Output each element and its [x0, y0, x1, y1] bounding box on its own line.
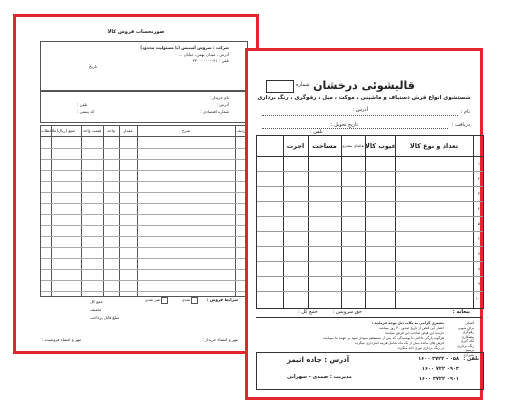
invoice-column-header: شرح: [181, 128, 191, 133]
invoice-table-row: [41, 258, 247, 259]
buyer-info-box: [40, 91, 248, 123]
invoice-column-header: جمع (ریال): [56, 128, 76, 133]
row-number: ۳: [477, 191, 480, 196]
row-number: ۱: [477, 161, 480, 166]
note-item: در رنگ برداری نوری اخذ میگردد: [397, 346, 444, 350]
invoice-table-row: [41, 192, 247, 193]
receipt-column-divider: [395, 136, 396, 308]
receipt-table-row: [257, 186, 483, 187]
invoice-table-row: [41, 203, 247, 204]
customer-name-label: نام :: [460, 109, 470, 115]
receipt-column-divider: [341, 136, 342, 308]
receipt-table-row: [257, 171, 483, 172]
total-label: جمع کل: [90, 299, 104, 304]
receipt-column-divider: [283, 136, 284, 308]
buyer-name-label: نام خریدار :: [209, 95, 229, 100]
receipt-column-header: عیوب کالا: [365, 142, 397, 150]
invoice-items-table: [40, 125, 248, 297]
receipt-table-row: [257, 291, 483, 292]
buyer-economic-label: شماره اقتصادی :: [200, 109, 229, 114]
totals-divider: [256, 317, 482, 318]
receipt-table-row: [257, 216, 483, 217]
phone-number-3: ۰۹۰۱ ۳۷۲۲ ۱۶۰۰: [418, 376, 459, 382]
service-item: براق شویی: [457, 325, 474, 330]
invoice-column-divider: [81, 126, 82, 296]
service-item: آنتیکی: [465, 321, 474, 325]
footer-phone-label: تلفن :: [463, 356, 479, 362]
invoice-column-header: ردیف: [236, 128, 246, 133]
receive-date-label: دریافت :: [451, 122, 470, 128]
receipt-column-divider: [308, 136, 309, 308]
carpet-cleaning-receipt-sheet: [245, 48, 483, 400]
row-number: ۹: [477, 281, 480, 286]
row-number: ۷: [477, 251, 480, 256]
row-number: ۱۰: [475, 296, 480, 301]
management-names: مدیریت : صمدی - سهرابی: [287, 374, 352, 380]
buyer-address-label: آدرس :: [216, 102, 229, 107]
customer-address-label: آدرس :: [352, 107, 368, 113]
receipt-table-row: [257, 276, 483, 277]
buyer-signature-label: مهر و امضاء خریدار :: [202, 337, 238, 342]
seller-info-box: [40, 41, 248, 91]
phone-label: تلفن :: [310, 129, 323, 135]
receipt-column-header: مساحت: [312, 142, 337, 150]
invoice-column-divider: [51, 126, 52, 296]
dates-line[interactable]: [262, 128, 448, 129]
seller-phone: تلفن : ۰۲۱-۳۳۰۰۰۰۰۰: [192, 58, 229, 63]
invoice-title: صورتحساب فروش کالا: [107, 29, 165, 35]
payment-terms-label: شرایط فروش :: [206, 297, 238, 302]
receipt-items-table: [256, 135, 484, 309]
receipt-column-header: اجرت: [286, 142, 305, 150]
invoice-column-header: واحد: [107, 128, 115, 133]
receipt-column-divider: [473, 136, 474, 308]
buyer-postal-label: کد پستی :: [77, 109, 95, 114]
note-item: مشتری گرامی به نکات ذیل توجه فرمایید :: [371, 321, 444, 325]
seller-company: شرکت : سروش آمیتیس (با مسئولیت محدود): [140, 45, 229, 50]
invoice-column-divider: [235, 126, 236, 296]
seller-address: آدرس : میدان بهمن، خیابان ...: [178, 52, 229, 57]
invoice-column-divider: [119, 126, 120, 296]
invoice-table-row: [41, 170, 247, 171]
service-item: پیشکاری: [461, 334, 474, 339]
phone-number-2: ۰۹۰۳ ۷۲۲ ۱۶۰۰: [421, 366, 459, 372]
contact-footer: [256, 352, 484, 390]
invoice-table-row: [41, 247, 247, 248]
invoice-column-header: مقدار: [123, 128, 133, 133]
service-item: لکه گیری: [460, 339, 474, 343]
invoice-table-row: [41, 181, 247, 182]
credit-checkbox[interactable]: [161, 297, 168, 304]
receipt-table-row: [257, 246, 483, 247]
receipt-table-row: [257, 261, 483, 262]
invoice-date-label: تاریخ: [89, 64, 97, 69]
service-item: رفوگری: [462, 330, 474, 334]
receipt-number-label: شماره: [296, 82, 310, 88]
receipt-table-row: [257, 201, 483, 202]
invoice-column-divider: [137, 126, 138, 296]
row-number: ۵: [477, 221, 480, 226]
invoice-column-divider: [103, 126, 104, 296]
row-number: ۲: [477, 176, 480, 181]
invoice-table-row: [41, 159, 247, 160]
buyer-phone-label: تلفن :: [77, 102, 88, 107]
final-amount-label: مبلغ قابل پرداخت: [90, 315, 120, 320]
invoice-table-row: [41, 291, 247, 292]
grand-total-label: جمع کل :: [298, 309, 318, 315]
invoice-table-row: [41, 236, 247, 237]
row-number: ۶: [477, 236, 480, 241]
business-name: قالیشوئی درخشان: [313, 79, 415, 92]
delivery-date-label: تاریخ تحویل :: [330, 122, 358, 128]
invoice-table-row: [41, 225, 247, 226]
receipt-table-row: [257, 231, 483, 232]
business-address: آدرس : جاده اتیمز: [287, 356, 350, 364]
invoice-table-row: [41, 280, 247, 281]
service-item: ترمیم: [465, 348, 474, 352]
note-item: فرش های مانده بیش از یک ماه شامل هزینه انبارداری میگردد: [354, 341, 444, 345]
phone-number-1: ۰۵۸ - ۳۷۲۲ ۱۶۰۰: [418, 356, 459, 362]
service-fee-label: حق سرویس :: [332, 309, 362, 315]
sales-invoice-sheet: [13, 14, 259, 354]
invoice-column-header: ملاحظات: [41, 128, 57, 133]
advance-label: بیعانه :: [452, 309, 470, 315]
invoice-column-header: قیمت واحد: [82, 128, 102, 133]
row-number: ۸: [477, 266, 480, 271]
receipt-column-header: تقاضای مشتری: [341, 144, 365, 148]
row-number: ۴: [477, 206, 480, 211]
service-item: شیرازه: [463, 352, 474, 357]
customer-name-line[interactable]: [262, 115, 458, 116]
note-item: هرگونه پارگی داخلی یا پوسیدگی که پس از شستشو نمودار شود بر عهده ما نمیباشد: [322, 336, 444, 340]
business-services: شستشوی انواع فرش دستباف و ماشینی ، موکت ، مبل ، رفوگری ، رنگ برداری: [257, 95, 471, 101]
service-item: رنگ برداری: [457, 343, 474, 348]
credit-option-label: غیر نقدی: [144, 297, 160, 302]
note-item: دارنده این قبض صاحب این فرش میباشد: [384, 331, 444, 335]
discount-label: تخفیف: [90, 307, 102, 312]
invoice-table-row: [41, 148, 247, 149]
invoice-table-row: [41, 269, 247, 270]
invoice-table-row: [41, 214, 247, 215]
receipt-column-header: تعداد و نوع کالا: [409, 142, 459, 150]
receipt-column-divider: [365, 136, 366, 308]
note-item: اعتبار این قبض از تاریخ صدور ۳۰ روز میباشد: [379, 326, 444, 330]
cash-checkbox[interactable]: [191, 297, 198, 304]
cash-option-label: نقدی: [181, 297, 190, 302]
seller-signature-label: مهر و امضاء فروشنده :: [42, 337, 82, 342]
